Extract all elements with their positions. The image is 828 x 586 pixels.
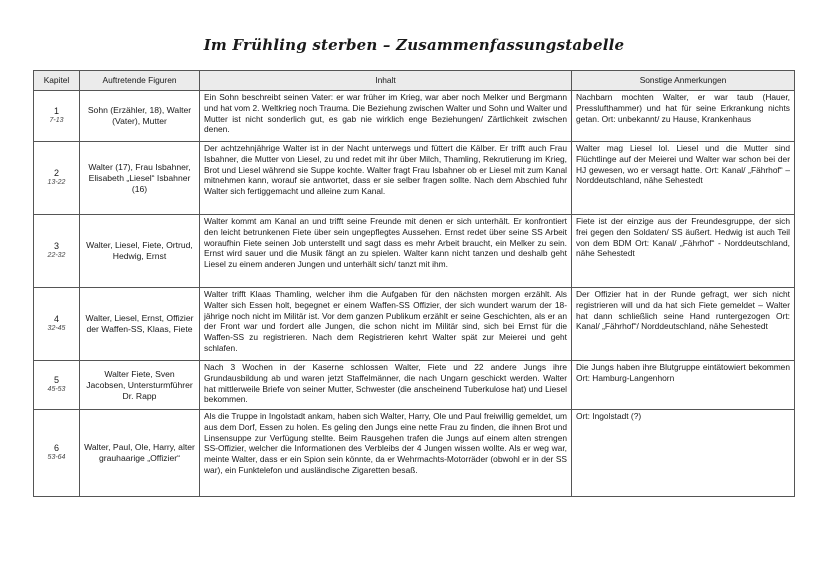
chapter-number: 5 <box>53 374 59 385</box>
table-header-row <box>34 71 795 91</box>
header-figuren: Auftretende Figuren <box>80 71 200 91</box>
cell-anmerkungen: Walter mag Liesel lol. Liesel und die Mutter sind Flüchtlinge auf der Meierei und Walter war schon bei der HJ gewesen, wo er versagt hatte. Ort: Kanal/ „Fährhof“ – Norddeutschland, nähe Sehestedt <box>572 142 795 215</box>
cell-kapitel <box>34 215 80 288</box>
chapter-number: 4 <box>53 313 59 324</box>
cell-figuren: Walter, Liesel, Ernst, Offizier der Waffen-SS, Klaas, Fiete <box>80 288 200 361</box>
table-row <box>34 410 795 497</box>
cell-inhalt: Ein Sohn beschreibt seinen Vater: er war früher im Krieg, war aber noch Melker und Bergmann und hat vom 2. Weltkrieg noch Trauma. Die Beziehung zwischen Walter und Sohn und Walter und Mutter ist nicht sonderlich gut, es gab nie wirklich enge Beziehungen/ Zärtlichkeit zwischen denen. <box>200 91 572 142</box>
chapter-pages: 32-45 <box>47 325 66 333</box>
cell-figuren: Walter, Paul, Ole, Harry, alter grauhaarige „Offizier“ <box>80 410 200 497</box>
table-row <box>34 288 795 361</box>
cell-inhalt: Walter kommt am Kanal an und trifft seine Freunde mit denen er sich unterhält. Er konfrontiert den leicht betrunkenen Fiete über sein ungepflegtes Aussehen. Ernst redet über seine SS Arbeit woraufhin Fiete seinen Job unterstellt und sagt dass es mehr Arbeit braucht, ein Melker zu sein. Ernst wird sauer und die Musik fängt an zu spielen. Walter kann nicht tanzen und deshalb geht Liesel zu einem anderen Jungen und unterhält sich/ tanzt mit ihm. <box>200 215 572 288</box>
cell-figuren: Walter (17), Frau Isbahner, Elisabeth „Liesel“ Isbahner (16) <box>80 142 200 215</box>
cell-anmerkungen: Nachbarn mochten Walter, er war taub (Hauer, Presslufthammer) und hat für seine Erkrankung nichts getan. Ort: unbekannt/ zu Hause, Krankenhaus <box>572 91 795 142</box>
cell-anmerkungen: Die Jungs haben ihre Blutgruppe eintätowiert bekommen Ort: Hamburg-Langenhorn <box>572 361 795 410</box>
header-inhalt: Inhalt <box>200 71 572 91</box>
header-anmerkungen: Sonstige Anmerkungen <box>572 71 795 91</box>
chapter-number: 6 <box>53 442 59 453</box>
chapter-pages: 22-32 <box>47 252 66 260</box>
cell-kapitel <box>34 288 80 361</box>
chapter-pages: 45-53 <box>47 386 66 394</box>
header-kapitel: Kapitel <box>34 71 80 91</box>
cell-inhalt: Nach 3 Wochen in der Kaserne schlossen Walter, Fiete und 22 andere Jungs ihre Grundausbildung ab und waren jetzt Staffelmänner, die nach Ungarn geschickt werden. Walter hat mittlerweile Briefe von seiner Mutter, Schwester (die anscheinend Tuberkulose hat) und Liesel bekommen. <box>200 361 572 410</box>
summary-table <box>33 70 795 497</box>
cell-anmerkungen: Ort: Ingolstadt (?) <box>572 410 795 497</box>
table-row <box>34 361 795 410</box>
table-row <box>34 215 795 288</box>
cell-kapitel <box>34 91 80 142</box>
cell-anmerkungen: Der Offizier hat in der Runde gefragt, wer sich nicht registrieren will und da hat sich Fiete gemeldet – Walter hat dann schließlich seine Hand runtergezogen Ort: Kanal/ „Fährhof“/ Norddeutschland, nähe Sehestedt <box>572 288 795 361</box>
chapter-pages: 7-13 <box>49 117 64 125</box>
chapter-number: 3 <box>53 240 59 251</box>
cell-kapitel <box>34 410 80 497</box>
table-row <box>34 142 795 215</box>
table-row <box>34 91 795 142</box>
cell-figuren: Walter Fiete, Sven Jacobsen, Untersturmführer Dr. Rapp <box>80 361 200 410</box>
cell-inhalt: Walter trifft Klaas Thamling, welcher ihm die Aufgaben für den nächsten morgen erzählt. Als Walter sich Essen holt, begegnet er einem Waffen-SS Offizier, der sich wundert warum der 18-jährige noch nicht im Militär ist. Vor dem ganzen Publikum erzählt er seine Geschichten, als er an der Front war und fordert alle Jungen, die schon nicht im Militär sind, sich bei Ernst für die Waffen-SS zu registrieren. Nach dem Registrieren kehrt Walter spät zur Meierei und geht schlafen. <box>200 288 572 361</box>
cell-kapitel <box>34 361 80 410</box>
cell-anmerkungen: Fiete ist der einzige aus der Freundesgruppe, der sich frei gegen den Soldaten/ SS äußert. Hedwig ist auch Teil von dem BDM Ort: Kanal/ „Fährhof“ - Norddeutschland, nähe Sehestedt <box>572 215 795 288</box>
cell-figuren: Walter, Liesel, Fiete, Ortrud, Hedwig, Ernst <box>80 215 200 288</box>
chapter-number: 1 <box>53 105 59 116</box>
cell-kapitel <box>34 142 80 215</box>
cell-figuren: Sohn (Erzähler, 18), Walter (Vater), Mutter <box>80 91 200 142</box>
cell-inhalt: Der achtzehnjährige Walter ist in der Nacht unterwegs und füttert die Kälber. Er trifft auch Frau Isbahner, die Mutter von Liesel, zu und redet mit ihr über Milch, Thamling, Rekrutierung im Krieg, Brot und Liesel während sie Suppe kochte. Walter fragt Frau Isbahner ob er Liesel mit zum Kanal mitnehmen kann, worauf sie antwortet, dass er sie selber fragen sollte. Nach dem Abschied fuhr Walter sich fertiggemacht und alleine zum Kanal. <box>200 142 572 215</box>
cell-inhalt: Als die Truppe in Ingolstadt ankam, haben sich Walter, Harry, Ole und Paul freiwillig gemeldet, um aus dem Dorf, Essen zu holen. Es geling den Jungs eine nette Frau zu finden, die ihnen Brot und Linsensuppe zur Verfügung stellte. Beim Rausgehen trafen die Jungs auf einem alten strengen SS-Offizier, welcher die Informationen des Verbleibs der 4 Jungen wissen wollte. Als er weg war, meinte Walter, dass er ein Spion sein könnte, da er Wehrmachts-Motorräder (obwohl er in der SS war), ein Funktelefon und ausländische Zigaretten besaß. <box>200 410 572 497</box>
chapter-pages: 53-64 <box>47 454 66 462</box>
chapter-number: 2 <box>53 167 59 178</box>
chapter-pages: 13-22 <box>47 179 66 187</box>
document-title: Im Frühling sterben – Zusammenfassungstabelle <box>203 36 625 54</box>
